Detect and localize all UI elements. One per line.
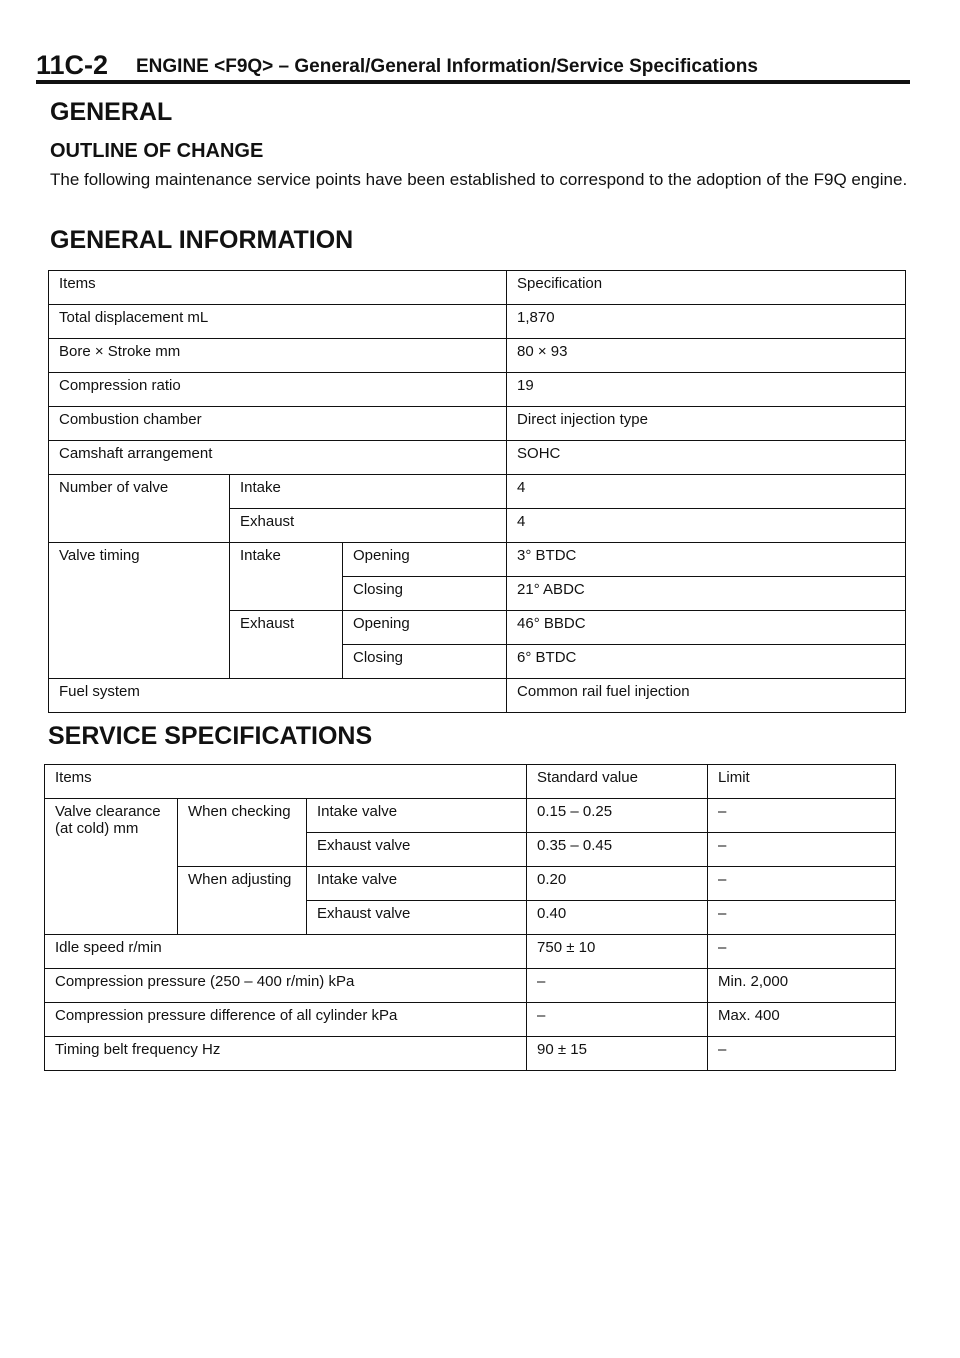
- row-label: Camshaft arrangement: [49, 441, 507, 475]
- outline-paragraph: The following maintenance service points have been established to correspond to the adoption of the F9Q engine.: [50, 170, 908, 189]
- table-header-specification: Specification: [507, 271, 906, 305]
- row-label: Combustion chamber: [49, 407, 507, 441]
- row-label: Compression ratio: [49, 373, 507, 407]
- standard-value: 0.20: [527, 867, 708, 901]
- row-value: 19: [507, 373, 906, 407]
- sub-label: Exhaust: [230, 509, 507, 543]
- service-specifications-heading: SERVICE SPECIFICATIONS: [48, 722, 373, 750]
- table-row: [45, 799, 896, 833]
- row-value: 80 × 93: [507, 339, 906, 373]
- header-rule: [36, 80, 910, 84]
- row-label: Timing belt frequency Hz: [45, 1037, 527, 1071]
- table-row: [49, 441, 906, 475]
- page-number: 11C-2: [36, 50, 109, 80]
- sub-label: When adjusting: [178, 867, 307, 935]
- sub-label: Exhaust: [230, 611, 343, 679]
- sub-sub-label: Opening: [343, 611, 507, 645]
- service-specifications-table: [44, 764, 896, 1071]
- row-value: 4: [507, 509, 906, 543]
- standard-value: –: [527, 969, 708, 1003]
- row-label: Idle speed r/min: [45, 935, 527, 969]
- standard-value: 90 ± 15: [527, 1037, 708, 1071]
- outline-of-change-heading: OUTLINE OF CHANGE: [50, 140, 264, 162]
- table-header-limit: Limit: [708, 765, 896, 799]
- row-value: 46° BBDC: [507, 611, 906, 645]
- general-information-table: [48, 270, 906, 713]
- table-header-items: Items: [49, 271, 507, 305]
- row-value: 4: [507, 475, 906, 509]
- limit-value: –: [708, 901, 896, 935]
- row-label: Compression pressure difference of all cylinder kPa: [45, 1003, 527, 1037]
- general-heading: GENERAL: [50, 98, 173, 126]
- sub-sub-label: Intake valve: [307, 799, 527, 833]
- table-row: [49, 543, 906, 577]
- table-row: [45, 969, 896, 1003]
- row-label: Fuel system: [49, 679, 507, 713]
- table-row: [49, 339, 906, 373]
- sub-sub-label: Closing: [343, 577, 507, 611]
- limit-value: Max. 400: [708, 1003, 896, 1037]
- row-label: Valve timing: [49, 543, 230, 679]
- standard-value: 0.15 – 0.25: [527, 799, 708, 833]
- limit-value: –: [708, 1037, 896, 1071]
- row-value: 21° ABDC: [507, 577, 906, 611]
- limit-value: –: [708, 867, 896, 901]
- row-value: 1,870: [507, 305, 906, 339]
- sub-sub-label: Exhaust valve: [307, 901, 527, 935]
- table-row: [45, 1037, 896, 1071]
- table-row: [49, 271, 906, 305]
- row-value: SOHC: [507, 441, 906, 475]
- row-label: Number of valve: [49, 475, 230, 543]
- row-value: Direct injection type: [507, 407, 906, 441]
- row-label: Compression pressure (250 – 400 r/min) kPa: [45, 969, 527, 1003]
- standard-value: 0.40: [527, 901, 708, 935]
- sub-label: Intake: [230, 475, 507, 509]
- table-header-standard-value: Standard value: [527, 765, 708, 799]
- limit-value: –: [708, 799, 896, 833]
- row-label: Valve clearance (at cold) mm: [45, 799, 178, 935]
- standard-value: 750 ± 10: [527, 935, 708, 969]
- table-row: [49, 679, 906, 713]
- sub-label: Intake: [230, 543, 343, 611]
- table-row: [45, 1003, 896, 1037]
- limit-value: –: [708, 935, 896, 969]
- sub-sub-label: Closing: [343, 645, 507, 679]
- general-information-heading: GENERAL INFORMATION: [50, 226, 354, 254]
- limit-value: –: [708, 833, 896, 867]
- row-value: 6° BTDC: [507, 645, 906, 679]
- table-row: [45, 765, 896, 799]
- table-row: [49, 305, 906, 339]
- table-header-items: Items: [45, 765, 527, 799]
- sub-label: When checking: [178, 799, 307, 867]
- standard-value: –: [527, 1003, 708, 1037]
- table-row: [49, 373, 906, 407]
- standard-value: 0.35 – 0.45: [527, 833, 708, 867]
- table-row: [49, 475, 906, 509]
- section-title: ENGINE <F9Q> – General/General Information/Service Specifications: [136, 56, 758, 77]
- sub-sub-label: Exhaust valve: [307, 833, 527, 867]
- row-value: 3° BTDC: [507, 543, 906, 577]
- row-label: Total displacement mL: [49, 305, 507, 339]
- limit-value: Min. 2,000: [708, 969, 896, 1003]
- page-header: [36, 48, 910, 82]
- row-value: Common rail fuel injection: [507, 679, 906, 713]
- table-row: [49, 407, 906, 441]
- row-label: Bore × Stroke mm: [49, 339, 507, 373]
- sub-sub-label: Intake valve: [307, 867, 527, 901]
- sub-sub-label: Opening: [343, 543, 507, 577]
- table-row: [45, 935, 896, 969]
